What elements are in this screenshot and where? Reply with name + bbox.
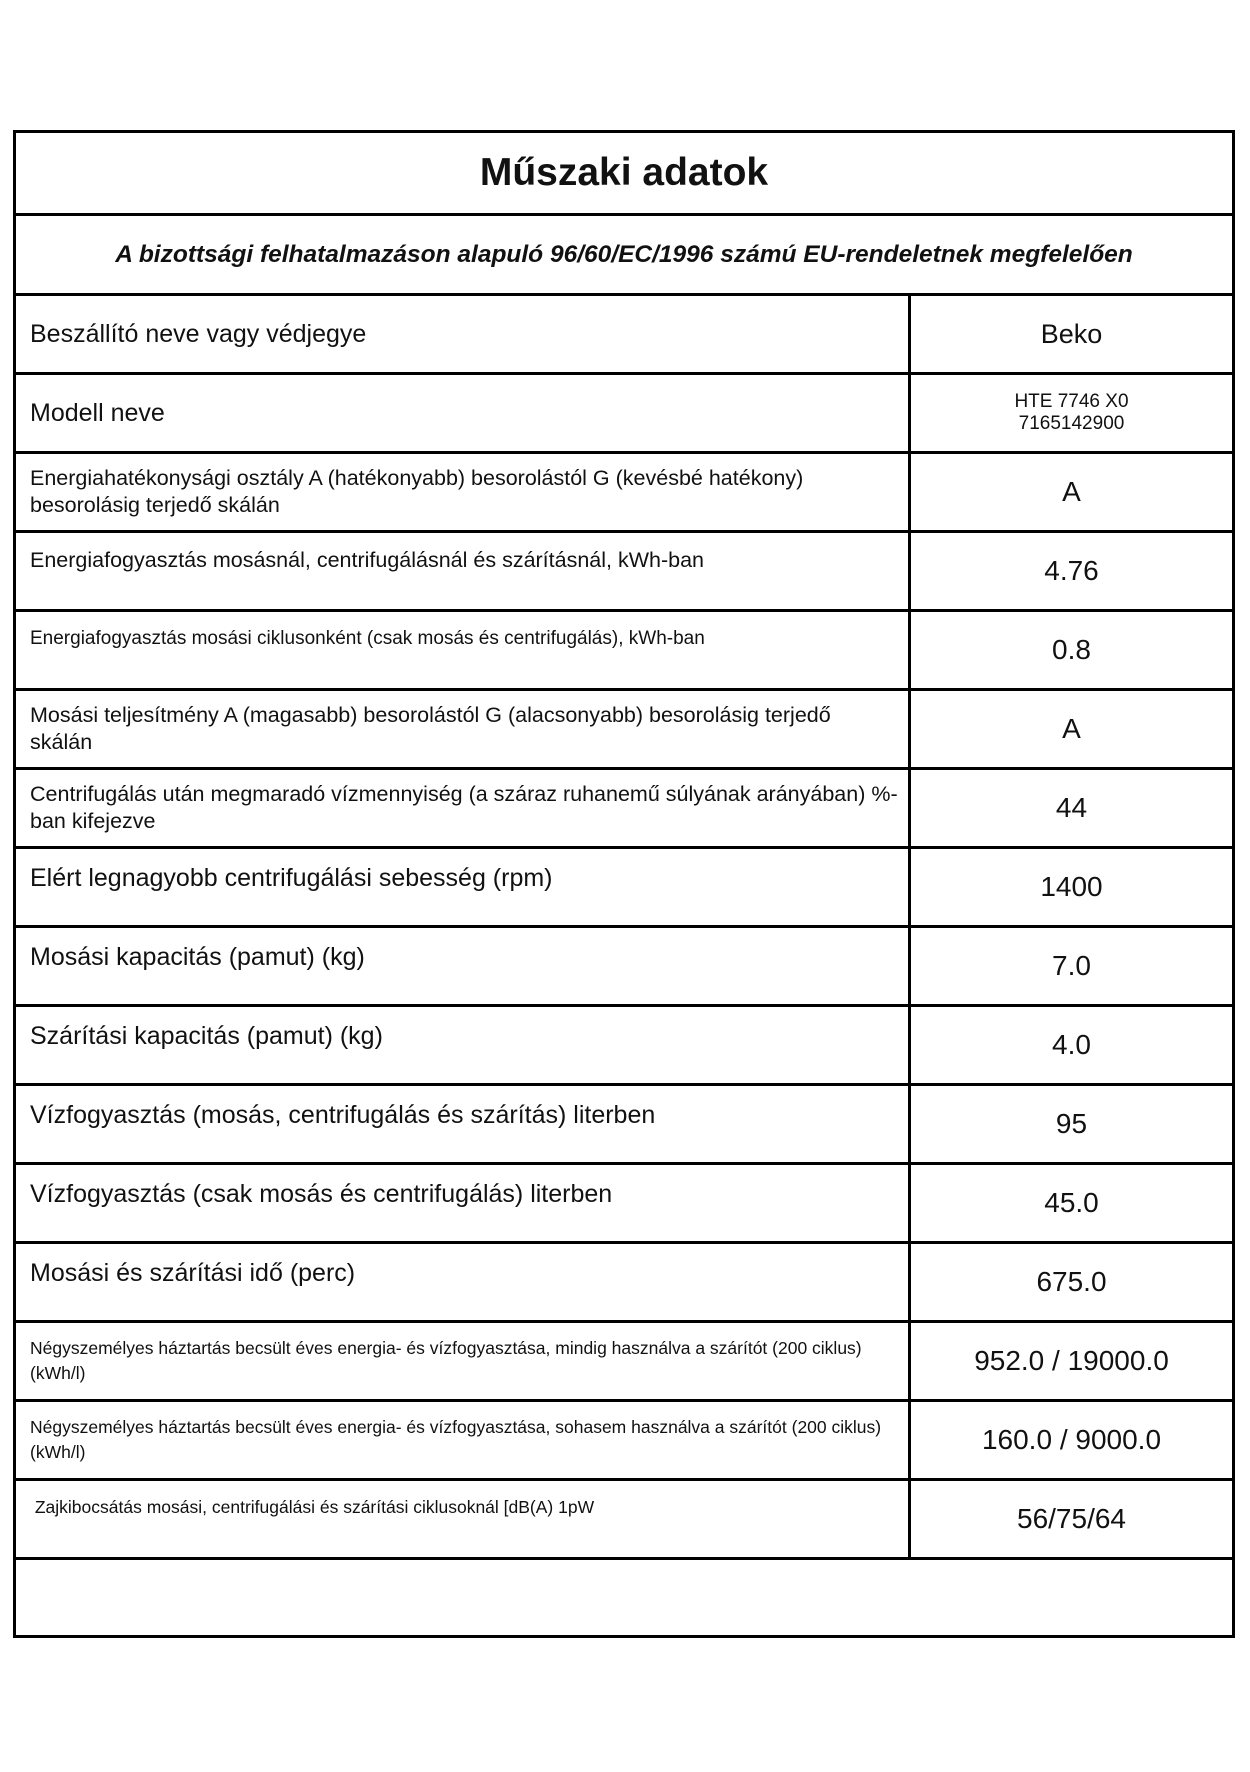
row-label-text: Szárítási kapacitás (pamut) (kg)	[30, 1022, 383, 1050]
table-row-annual-without-dryer	[16, 1402, 1232, 1481]
empty-footer-row	[16, 1569, 1232, 1635]
row-label	[16, 1244, 911, 1320]
table-row-wash-capacity	[16, 928, 1232, 1007]
table-row-residual-moisture	[16, 770, 1232, 849]
row-value: A	[1062, 713, 1081, 744]
row-label-text: Elért legnagyobb centrifugálási sebesség (rpm)	[30, 864, 553, 892]
row-value: 4.76	[1044, 555, 1099, 586]
row-label	[16, 770, 911, 846]
row-value: 0.8	[1052, 634, 1091, 665]
row-value: Beko	[1040, 318, 1103, 349]
row-label-text: Vízfogyasztás (mosás, centrifugálás és szárítás) literben	[30, 1101, 656, 1129]
row-label	[16, 454, 911, 530]
row-label	[16, 612, 911, 688]
regulation-subtitle: A bizottsági felhatalmazáson alapuló 96/60/EC/1996 számú EU-rendeletnek megfelelően	[16, 216, 1232, 296]
row-value: 45.0	[1044, 1187, 1099, 1218]
table-row-energy-class	[16, 454, 1232, 533]
row-label-text: Energiafogyasztás mosási ciklusonként (csak mosás és centrifugálás), kWh-ban	[30, 628, 705, 649]
row-label-text: Modell neve	[30, 399, 165, 427]
row-value: A	[1062, 476, 1081, 507]
row-label	[16, 849, 911, 925]
row-value: 44	[1055, 792, 1088, 823]
row-label	[16, 1481, 911, 1557]
row-value: 95	[1055, 1108, 1088, 1139]
table-row-energy-consumption	[16, 533, 1232, 612]
row-value: 4.0	[1052, 1029, 1091, 1060]
table-row-dry-capacity	[16, 1007, 1232, 1086]
row-label	[16, 691, 911, 767]
row-label-text: Energiafogyasztás mosásnál, centrifugálásnál és szárításnál, kWh-ban	[30, 548, 705, 572]
table-row-water-total	[16, 1086, 1232, 1165]
technical-data-table	[13, 130, 1235, 1638]
table-row-water-wash	[16, 1165, 1232, 1244]
model-name: HTE 7746 X0	[1014, 391, 1129, 412]
table-row-cycle-time	[16, 1244, 1232, 1323]
row-label	[16, 1323, 911, 1399]
row-label-text: Beszállító neve vagy védjegye	[30, 320, 367, 348]
row-label-text: Vízfogyasztás (csak mosás és centrifugálás) literben	[30, 1180, 613, 1208]
row-label-text: Négyszemélyes háztartás becsült éves energia- és vízfogyasztása, sohasem használva a szárítót (200 ciklus) (kWh/l)	[30, 1417, 882, 1462]
row-value: 56/75/64	[1017, 1503, 1126, 1534]
row-label	[16, 1086, 911, 1162]
row-label	[16, 1165, 911, 1241]
row-label	[16, 928, 911, 1004]
row-label-text: Zajkibocsátás mosási, centrifugálási és szárítási ciklusoknál [dB(A) 1pW	[30, 1497, 595, 1517]
row-value: 1400	[1040, 871, 1103, 902]
table-row-spin-speed	[16, 849, 1232, 928]
row-label-text: Centrifugálás után megmaradó vízmennyiség (a száraz ruhanemű súlyának arányában) %-ban kifejezve	[30, 782, 898, 833]
row-label-text: Négyszemélyes háztartás becsült éves energia- és vízfogyasztása, mindig használva a szárítót (200 ciklus) (kWh/l)	[30, 1338, 862, 1383]
table-row-noise	[16, 1481, 1232, 1560]
table-row-energy-per-cycle	[16, 612, 1232, 691]
table-row-wash-performance	[16, 691, 1232, 770]
model-number: 7165142900	[1018, 413, 1125, 434]
table-row-model	[16, 375, 1232, 454]
row-value: 160.0 / 9000.0	[981, 1424, 1162, 1455]
row-label	[16, 1007, 911, 1083]
row-value: 675.0	[1036, 1266, 1107, 1297]
row-label	[16, 375, 911, 451]
page-title: Műszaki adatok	[16, 133, 1232, 216]
row-label-text: Mosási kapacitás (pamut) (kg)	[30, 943, 365, 971]
row-label	[16, 1402, 911, 1478]
row-label	[16, 533, 911, 609]
table-row-supplier	[16, 296, 1232, 375]
row-value	[911, 375, 1232, 451]
row-value: 952.0 / 19000.0	[974, 1345, 1169, 1376]
row-value: 7.0	[1052, 950, 1091, 981]
row-label-text: Mosási és szárítási idő (perc)	[30, 1259, 356, 1287]
row-label-text: Energiahatékonysági osztály A (hatékonyabb) besorolástól G (kevésbé hatékony) besorolásig terjedő skálán	[30, 466, 804, 517]
table-row-annual-with-dryer	[16, 1323, 1232, 1402]
row-label	[16, 296, 911, 372]
row-label-text: Mosási teljesítmény A (magasabb) besorolástól G (alacsonyabb) besorolásig terjedő skálán	[30, 703, 831, 754]
